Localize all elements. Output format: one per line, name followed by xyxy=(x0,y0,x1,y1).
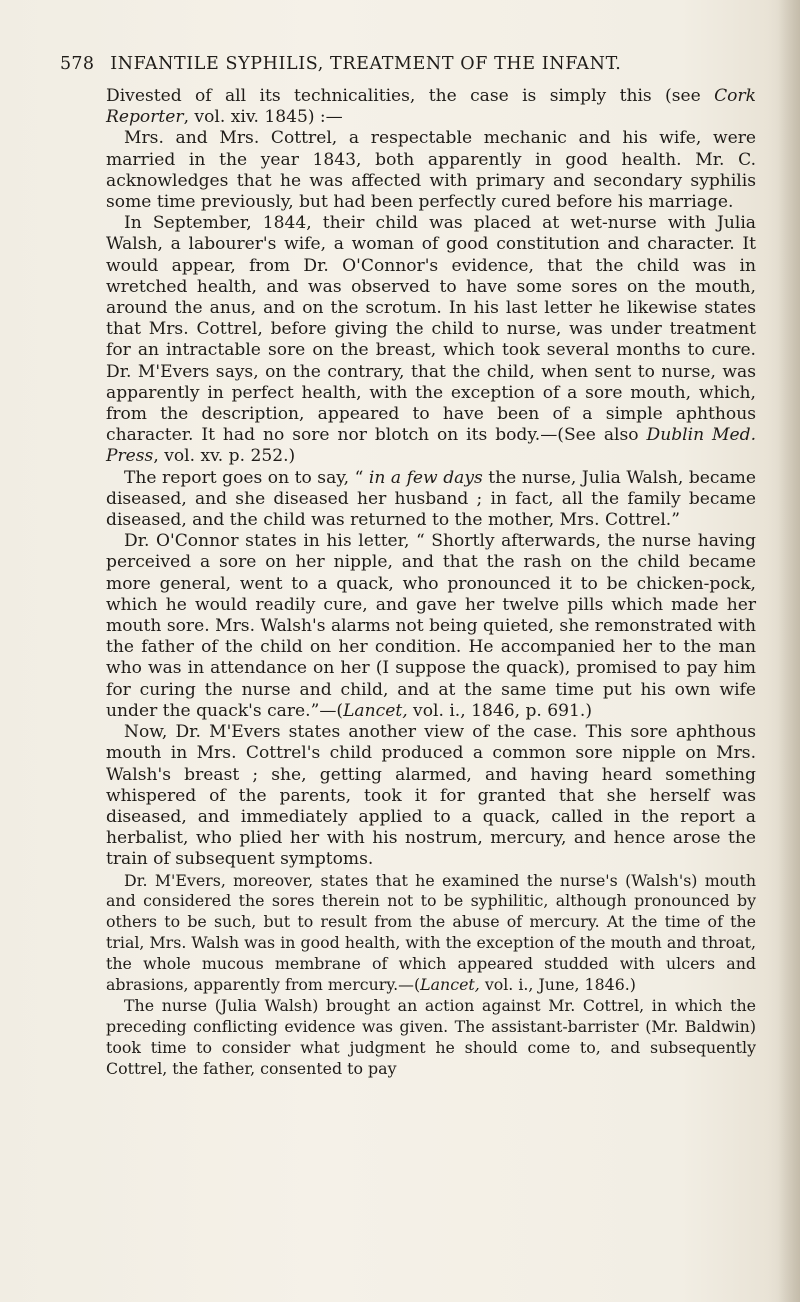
page-number: 578 xyxy=(60,54,95,74)
paragraph-1-text-c: , vol. xiv. 1845) :— xyxy=(183,107,343,128)
page-edge-shadow xyxy=(778,0,800,1302)
emphasis-in-a-few-days: in a few days xyxy=(368,467,483,488)
paragraph-7 xyxy=(106,871,756,996)
citation-dublin-med-press: Dublin Med. Press xyxy=(106,425,757,467)
paragraph-5 xyxy=(106,531,756,722)
paragraph-3-text-c: , vol. xv. p. 252.) xyxy=(153,446,296,467)
paragraph-3 xyxy=(106,213,756,467)
citation-cork-reporter: Cork Reporter xyxy=(106,86,756,128)
running-header xyxy=(60,54,760,74)
paragraph-7-text-a: Dr. M'Evers, moreover, states that he examined the nurse's (Walsh's) mouth and considered the sores therein not to be syphilitic, although pronounced by others to be such, but to result from the abuse of mercury. At the time of the trial, Mrs. Walsh was in good health, with the exception of the mouth and throat, the whole mucous membrane of which appeared studded with ulcers and abrasions, apparently from mercury.—( xyxy=(106,870,756,995)
paragraph-1 xyxy=(106,86,756,128)
paragraph-1-text-a: Divested of all its technicalities, the case is simply this (see xyxy=(106,86,715,106)
body-text xyxy=(106,86,756,1080)
paragraph-2: Mrs. and Mrs. Cottrel, a respectable mechanic and his wife, were married in the year 1843, both apparently in good health. Mr. C. acknowledges that he was affected with primary and secondary syphilis some time previously, but had been perfectly cured before his marriage. xyxy=(106,128,756,213)
paragraph-5-text-c: vol. i., 1846, p. 691.) xyxy=(407,700,593,721)
paragraph-6: Now, Dr. M'Evers states another view of the case. This sore aphthous mouth in Mrs. Cottrel's child produced a common sore nipple on Mrs. Walsh's breast ; she, getting alarmed, and having heard something whispered of the parents, took it for granted that she herself was diseased, and immediately applied to a quack, called in the report a herbalist, who plied her with his nostrum, mercury, and hence arose the train of subsequent symptoms. xyxy=(106,722,756,870)
paragraph-7-text-c: vol. i., June, 1846.) xyxy=(479,975,636,995)
paragraph-5-text-a: Dr. O'Connor states in his letter, “ Shortly afterwards, the nurse having perceived a sore on her nipple, and that the rash on the child became more general, went to a quack, who pronounced it to be chicken-pock, which he would readily cure, and gave her twelve pills which made her mouth sore. Mrs. Walsh's alarms not being quieted, she remonstrated with the father of the child on her condition. He accompanied her to the man who was in attendance on her (I suppose the quack), promised to pay him for curing the nurse and child, and at the same time put his own wife under the quack's care.”—( xyxy=(106,531,756,721)
paragraph-3-text-a: In September, 1844, their child was placed at wet-nurse with Julia Walsh, a labourer's wife, a woman of good constitution and character. It would appear, from Dr. O'Connor's evidence, that the child was in wretched health, and was observed to have some sores on the mouth, around the anus, and on the scrotum. In his last letter he likewise states that Mrs. Cottrel, before giving the child to nurse, was under treatment for an intractable sore on the breast, which took several months to cure. Dr. M'Evers says, on the contrary, that the child, when sent to nurse, was apparently in perfect health, with the exception of a sore mouth, which, from the description, appeared to have been of a simple aphthous character. It had no sore nor blotch on its body.—(See also xyxy=(106,213,756,446)
paragraph-4-text-a: The report goes on to say, “ xyxy=(124,467,369,488)
paragraph-4 xyxy=(106,468,756,532)
paragraph-8: The nurse (Julia Walsh) brought an action against Mr. Cottrel, in which the preceding conflicting evidence was given. The assistant-barrister (Mr. Baldwin) took time to consider what judgment he should come to, and subsequently Cottrel, the father, consented to pay xyxy=(106,995,756,1078)
running-title: INFANTILE SYPHILIS, TREATMENT OF THE INFANT. xyxy=(110,54,622,74)
citation-lancet-1: Lancet, xyxy=(343,700,408,721)
paragraph-4-text-c: the nurse, Julia Walsh, became diseased, and she diseased her husband ; in fact, all the family became diseased, and the child was returned to the mother, Mrs. Cottrel.” xyxy=(106,467,757,531)
citation-lancet-2: Lancet, xyxy=(420,975,480,995)
